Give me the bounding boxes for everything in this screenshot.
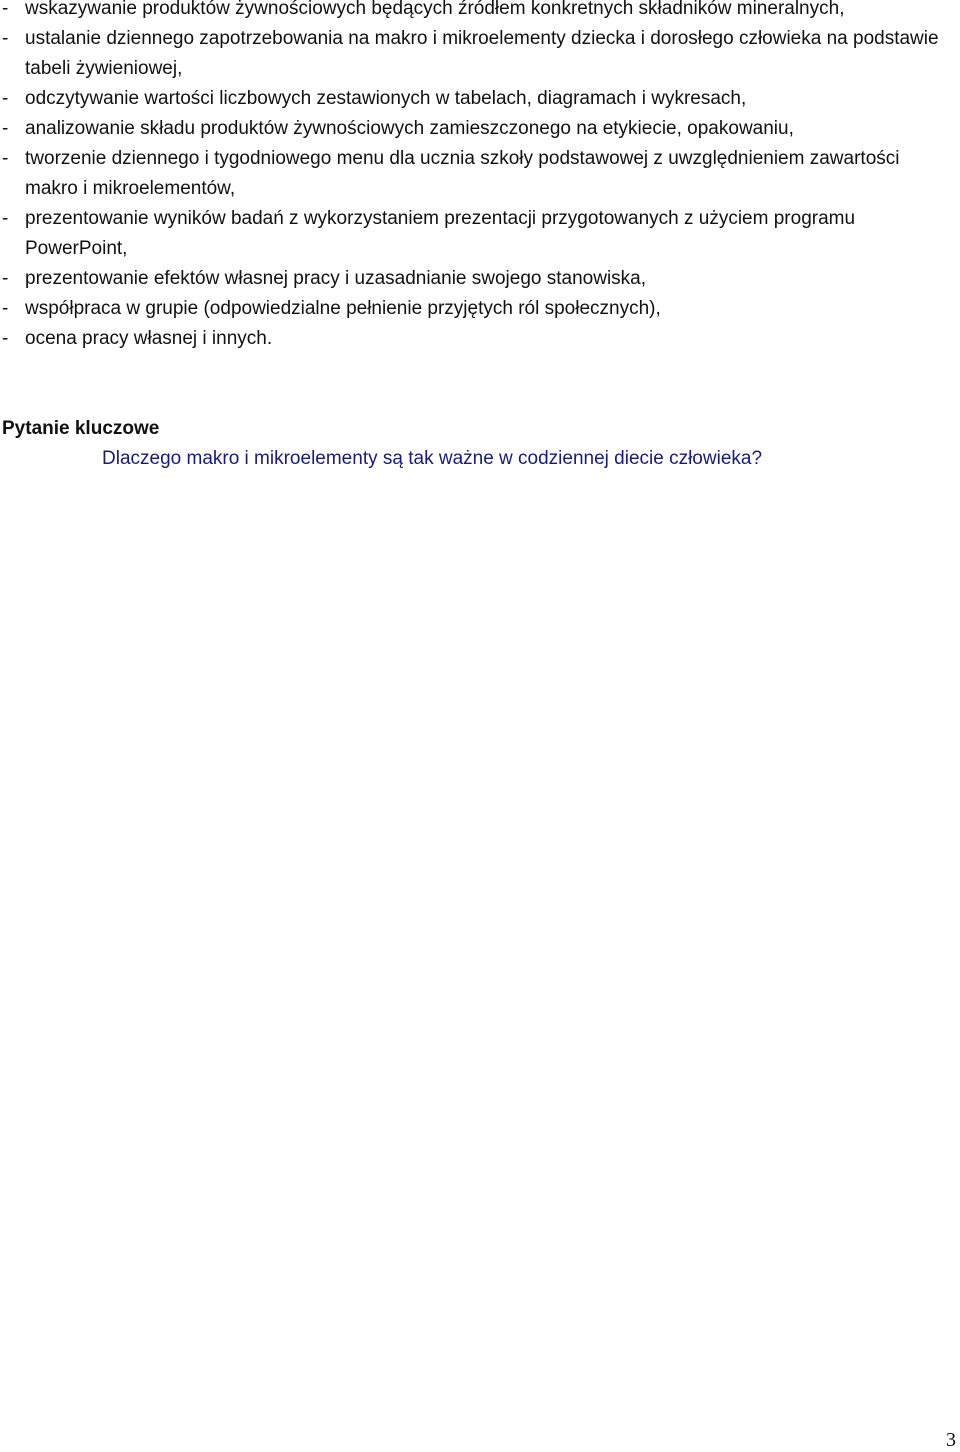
- bullet-dash: -: [2, 88, 9, 109]
- list-item-text: wskazywanie produktów żywnościowych będących źródłem konkretnych składników mineralnych,: [25, 0, 845, 19]
- bullet-dash: -: [2, 148, 9, 169]
- list-item-text: współpraca w grupie (odpowiedzialne pełnienie przyjętych ról społecznych),: [25, 298, 661, 319]
- key-question-text: Dlaczego makro i mikroelementy są tak ważne w codziennej diecie człowieka?: [102, 448, 763, 469]
- bullet-dash: -: [2, 328, 9, 349]
- list-item: [0, 144, 950, 204]
- list-item: [0, 204, 950, 264]
- list-item: [0, 114, 950, 144]
- page-number: 3: [946, 1429, 956, 1451]
- bullet-dash: -: [2, 118, 9, 139]
- bullet-dash: -: [2, 268, 9, 289]
- key-question-heading: Pytanie kluczowe: [2, 418, 160, 439]
- list-item: [0, 294, 950, 324]
- bullet-dash: -: [2, 28, 9, 49]
- list-item-text: odczytywanie wartości liczbowych zestawionych w tabelach, diagramach i wykresach,: [25, 88, 747, 109]
- list-item-text: prezentowanie wyników badań z wykorzystaniem prezentacji przygotowanych z użyciem programu PowerPoint,: [25, 208, 856, 259]
- list-item-text: prezentowanie efektów własnej pracy i uzasadnianie swojego stanowiska,: [25, 268, 647, 289]
- bullet-dash: -: [2, 298, 9, 319]
- list-item: [0, 324, 950, 354]
- list-item: [0, 84, 950, 114]
- objectives-list: [0, 0, 950, 354]
- list-item-text: analizowanie składu produktów żywnościowych zamieszczonego na etykiecie, opakowaniu,: [25, 118, 794, 139]
- list-item-text: ocena pracy własnej i innych.: [25, 328, 273, 349]
- list-item: [0, 24, 950, 84]
- list-item-text: tworzenie dziennego i tygodniowego menu dla ucznia szkoły podstawowej z uwzględnieniem zawartości makro i mikroelementów,: [25, 148, 900, 199]
- bullet-dash: -: [2, 0, 9, 19]
- list-item-text: ustalanie dziennego zapotrzebowania na makro i mikroelementy dziecka i dorosłego człowieka na podstawie tabeli żywieniowej,: [25, 28, 939, 79]
- list-item: [0, 0, 950, 24]
- list-item: [0, 264, 950, 294]
- bullet-dash: -: [2, 208, 9, 229]
